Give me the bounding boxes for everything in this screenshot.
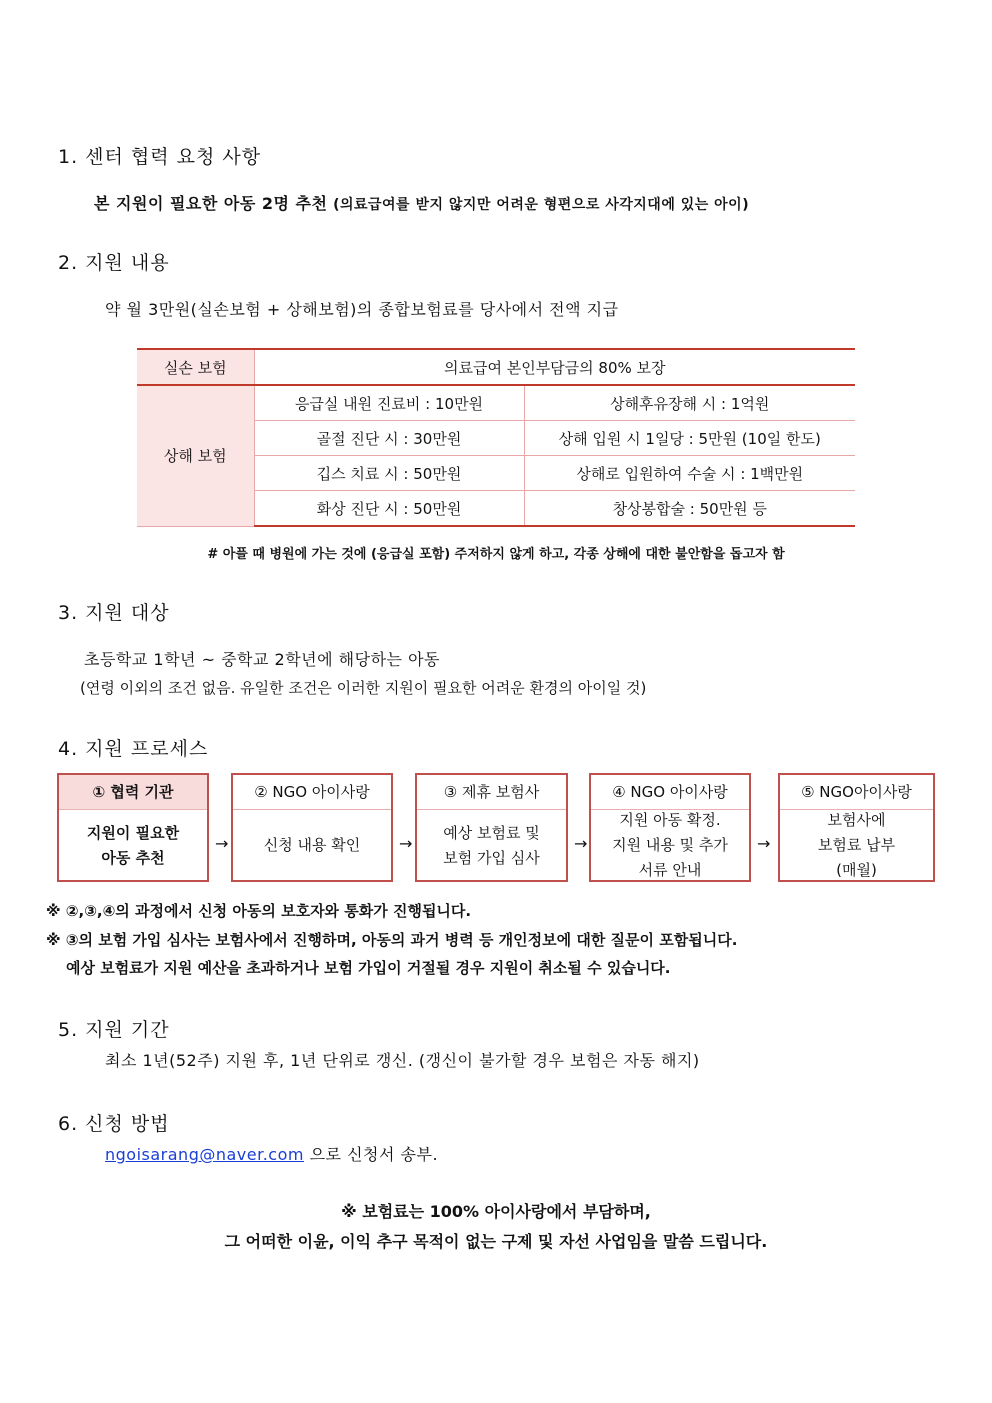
step-head: ② NGO 아이사랑 xyxy=(233,775,391,810)
step-body-line: 예상 보험료 및 xyxy=(443,823,540,842)
step-head: ① 협력 기관 xyxy=(59,775,207,810)
section-4-title: 4. 지원 프로세스 xyxy=(58,738,209,760)
section-2-title: 2. 지원 내용 xyxy=(58,252,170,274)
section-3-title: 3. 지원 대상 xyxy=(58,602,170,624)
process-note-3: 예상 보험료가 지원 예산을 초과하거나 보험 가입이 거절될 경우 지원이 취소될 수 있습니다. xyxy=(66,959,671,977)
process-step-3 xyxy=(415,773,568,882)
table-note: # 아플 때 병원에 가는 것에 (응급실 포함) 주저하지 않게 하고, 각종 상해에 대한 불안함을 돕고자 함 xyxy=(207,547,785,562)
arrow-icon: → xyxy=(574,834,588,853)
step-body-line: (매월) xyxy=(836,861,877,879)
arrow-icon: → xyxy=(757,834,771,853)
step-body-line: 보험 가입 심사 xyxy=(443,848,540,867)
step-body-line: 지원 아동 확정. xyxy=(619,811,721,829)
section-1-text xyxy=(94,191,749,214)
section-1-normal: (의료급여를 받지 않지만 어려운 형편으로 사각지대에 있는 아이) xyxy=(333,197,750,213)
section-3-line1: 초등학교 1학년 ~ 중학교 2학년에 해당하는 아동 xyxy=(84,650,440,669)
table-label-medical: 실손 보험 xyxy=(137,349,254,385)
table-cell: 창상봉합술 : 50만원 등 xyxy=(524,491,855,527)
step-head: ③ 제휴 보험사 xyxy=(417,775,566,810)
process-note-2: ※ ③의 보험 가입 심사는 보험사에서 진행하며, 아동의 과거 병력 등 개인정보에 대한 질문이 포함됩니다. xyxy=(46,931,738,949)
arrow-icon: → xyxy=(215,834,229,853)
arrow-icon: → xyxy=(399,834,413,853)
section-1-title: 1. 센터 협력 요청 사항 xyxy=(58,146,262,168)
process-step-1 xyxy=(57,773,209,882)
step-body-line: 아동 추천 xyxy=(101,848,165,867)
table-cell: 골절 진단 시 : 30만원 xyxy=(254,421,524,456)
step-body-line: 보험사에 xyxy=(827,811,886,829)
step-body-line: 신청 내용 확인 xyxy=(263,836,361,854)
process-note-1: ※ ②,③,④의 과정에서 신청 아동의 보호자와 통화가 진행됩니다. xyxy=(46,902,472,920)
table-value-medical: 의료급여 본인부담금의 80% 보장 xyxy=(254,349,855,385)
section-6-title: 6. 신청 방법 xyxy=(58,1113,170,1135)
footer-line-2: 그 어떠한 이윤, 이익 추구 목적이 없는 구제 및 자선 사업임을 말씀 드립니다. xyxy=(224,1232,768,1251)
process-step-4 xyxy=(589,773,751,882)
step-body-line: 지원이 필요한 xyxy=(86,823,180,842)
section-3-line2: (연령 이외의 조건 없음. 유일한 조건은 이러한 지원이 필요한 어려운 환경의 아이일 것) xyxy=(80,679,647,697)
process-step-2 xyxy=(231,773,393,882)
table-cell: 화상 진단 시 : 50만원 xyxy=(254,491,524,527)
insurance-table xyxy=(137,348,855,527)
step-body-line: 보험료 납부 xyxy=(817,836,896,854)
section-1-bold: 본 지원이 필요한 아동 2명 추천 xyxy=(94,194,328,213)
section-5-title: 5. 지원 기간 xyxy=(58,1019,170,1041)
section-6-after: 으로 신청서 송부. xyxy=(309,1145,439,1164)
step-head: ⑤ NGO아이사랑 xyxy=(780,775,933,810)
table-cell: 상해로 입원하여 수술 시 : 1백만원 xyxy=(524,456,855,491)
process-step-5 xyxy=(778,773,935,882)
step-body-line: 지원 내용 및 추가 xyxy=(612,836,728,854)
table-label-injury: 상해 보험 xyxy=(137,385,254,526)
footer-line-1: ※ 보험료는 100% 아이사랑에서 부담하며, xyxy=(341,1202,651,1221)
section-2-line: 약 월 3만원(실손보험 + 상해보험)의 종합보험료를 당사에서 전액 지급 xyxy=(105,300,619,319)
step-head: ④ NGO 아이사랑 xyxy=(591,775,749,810)
section-5-line: 최소 1년(52주) 지원 후, 1년 단위로 갱신. (갱신이 불가할 경우 보험은 자동 해지) xyxy=(105,1051,700,1070)
table-cell: 깁스 치료 시 : 50만원 xyxy=(254,456,524,491)
table-cell: 상해후유장해 시 : 1억원 xyxy=(524,385,855,421)
table-cell: 응급실 내원 진료비 : 10만원 xyxy=(254,385,524,421)
email-link[interactable]: ngoisarang@naver.com xyxy=(105,1145,304,1164)
table-cell: 상해 입원 시 1일당 : 5만원 (10일 한도) xyxy=(524,421,855,456)
step-body-line: 서류 안내 xyxy=(638,861,702,879)
section-6-line xyxy=(105,1142,438,1165)
